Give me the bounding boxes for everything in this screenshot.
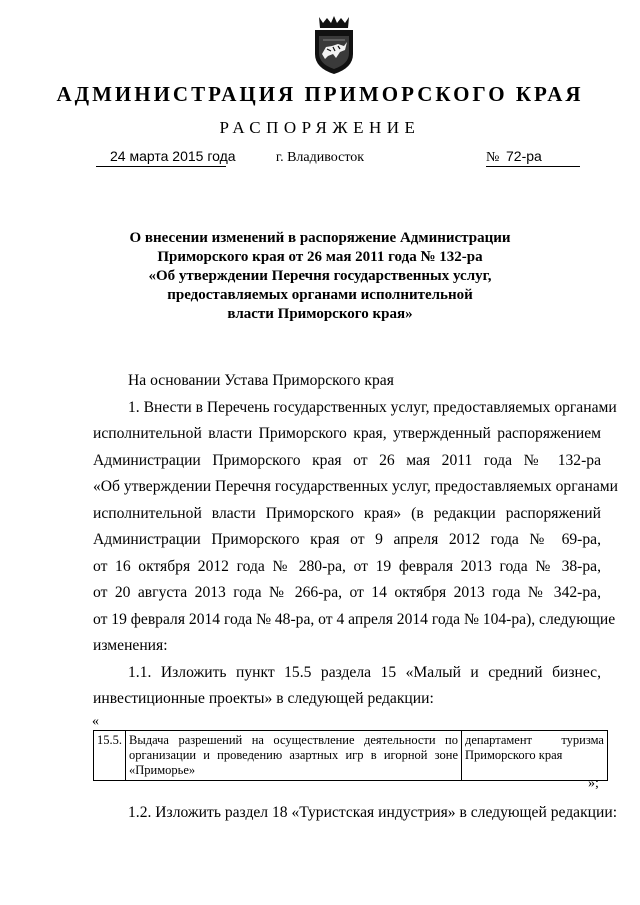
document-kind: РАСПОРЯЖЕНИЕ (219, 118, 421, 137)
body-line: изменения: (93, 637, 168, 654)
document-title (0, 229, 640, 324)
body-line: исполнительной власти Приморского края, утвержденный распоряжением (93, 425, 601, 442)
date-underline (96, 166, 226, 167)
body-line: от 20 августа 2013 года № 266-ра, от 14 октября 2013 года № 342-ра, (93, 584, 601, 601)
quote-close: »; (588, 776, 599, 791)
title-line: «Об утверждении Перечня государственных услуг, (148, 268, 492, 284)
quote-open: « (92, 714, 99, 729)
body-line: Администрации Приморского края от 9 апреля 2012 года № 69-ра, (93, 531, 601, 548)
body-line: исполнительной власти Приморского края» (в редакции распоряжений (93, 504, 601, 522)
table-row (94, 731, 608, 781)
agency-cell (462, 731, 608, 781)
title-line: власти Приморского края» (227, 306, 413, 322)
organization-name: АДМИНИСТРАЦИЯ ПРИМОРСКОГО КРАЯ (56, 82, 584, 106)
body-line: 1.1. Изложить пункт 15.5 раздела 15 «Малый и средний бизнес, (128, 663, 601, 681)
body-line: 1. Внести в Перечень государственных услуг, предоставляемых органами (128, 398, 617, 416)
service-line: организации и проведению азартных игр в игорной зоне (129, 748, 458, 762)
body-line: от 19 февраля 2014 года № 48-ра, от 4 апреля 2014 года № 104-ра), следующие (93, 610, 616, 628)
agency-line: Приморского края (465, 748, 563, 762)
body-line: Администрации Приморского края от 26 мая 2011 года № 132-ра (93, 451, 601, 469)
title-line: Приморского края от 26 мая 2011 года № 132-ра (157, 249, 483, 265)
service-line: Выдача разрешений на осуществление деятельности по (129, 733, 458, 747)
agency-line: департамент туризма (465, 733, 604, 747)
body-line: инвестиционные проекты» в следующей редакции: (93, 690, 434, 707)
document-city: г. Владивосток (275, 150, 365, 165)
basis-paragraph: На основании Устава Приморского края (128, 372, 394, 389)
number-label: № (486, 150, 500, 165)
row-number: 15.5. (94, 731, 126, 781)
title-line: предоставляемых органами исполнительной (167, 287, 473, 303)
body-line: от 16 октября 2012 года № 280-ра, от 19 февраля 2013 года № 38-ра, (93, 557, 601, 575)
title-line: О внесении изменений в распоряжение Администрации (129, 230, 511, 246)
document-date: 24 марта 2015 года (110, 148, 236, 164)
services-table (93, 730, 608, 781)
service-cell (126, 731, 462, 781)
service-line: «Приморье» (129, 763, 196, 777)
document-body (93, 368, 619, 713)
coat-of-arms-icon (309, 14, 359, 76)
item-1-2-paragraph: 1.2. Изложить раздел 18 «Туристская индустрия» в следующей редакции: (128, 804, 618, 821)
document-number: 72-ра (506, 148, 542, 164)
body-line: «Об утверждении Перечня государственных услуг, предоставляемых органами (93, 478, 619, 495)
number-underline (486, 166, 580, 167)
